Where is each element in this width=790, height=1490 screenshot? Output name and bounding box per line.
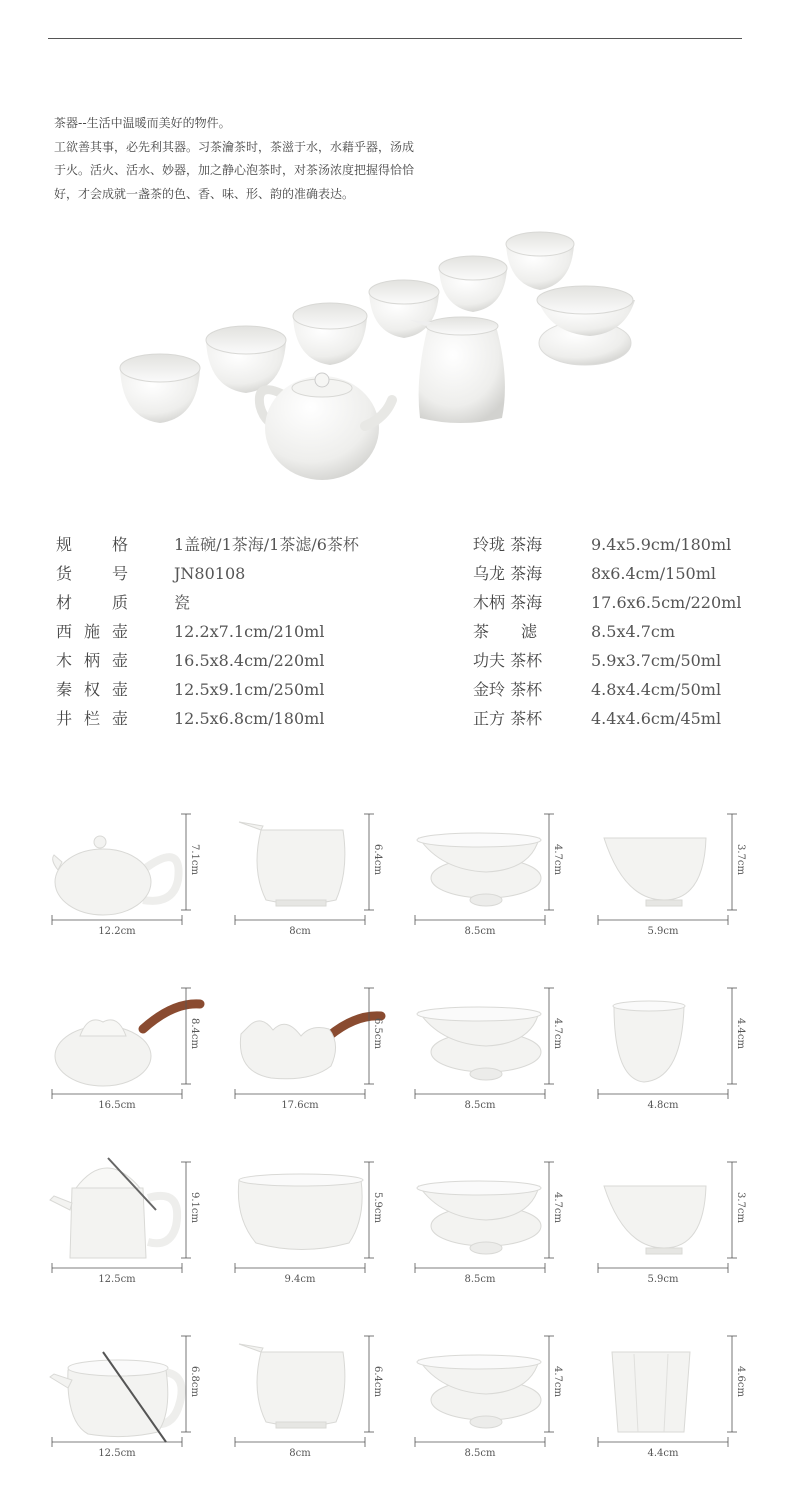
width-label: 8cm bbox=[289, 1448, 311, 1459]
spec-value: 8x6.4cm/150ml bbox=[591, 564, 716, 583]
width-label: 8cm bbox=[289, 926, 311, 937]
product-item bbox=[411, 800, 591, 945]
spec-label: 货 号 bbox=[56, 564, 128, 583]
height-label: 4.7cm bbox=[552, 1192, 563, 1223]
spec-value: 5.9x3.7cm/50ml bbox=[591, 651, 722, 670]
width-label: 12.5cm bbox=[98, 1274, 136, 1285]
spec-row bbox=[473, 535, 741, 564]
spec-value: 4.8x4.4cm/50ml bbox=[591, 680, 722, 699]
product-image-wide-pitcher bbox=[231, 1148, 411, 1293]
width-label: 8.5cm bbox=[464, 926, 496, 937]
spec-row bbox=[56, 535, 359, 564]
product-image-strainer bbox=[411, 1322, 591, 1467]
height-label: 3.7cm bbox=[735, 844, 746, 875]
spec-value: 17.6x6.5cm/220ml bbox=[591, 593, 742, 612]
height-label: 9.1cm bbox=[189, 1192, 200, 1223]
product-item bbox=[594, 974, 774, 1119]
product-item bbox=[411, 974, 591, 1119]
product-item bbox=[594, 1322, 774, 1467]
spec-label: 正方 茶杯 bbox=[473, 709, 543, 728]
spec-value: 9.4x5.9cm/180ml bbox=[591, 535, 732, 554]
product-item bbox=[411, 1148, 591, 1293]
width-label: 5.9cm bbox=[647, 926, 679, 937]
width-label: 4.8cm bbox=[647, 1100, 679, 1111]
spec-row bbox=[56, 564, 359, 593]
width-label: 5.9cm bbox=[647, 1274, 679, 1285]
spec-value: JN80108 bbox=[174, 564, 246, 583]
spec-label: 茶 滤 bbox=[473, 622, 538, 641]
product-item bbox=[48, 1148, 228, 1293]
spec-row bbox=[473, 651, 741, 680]
height-label: 5.9cm bbox=[372, 1192, 383, 1223]
product-item bbox=[231, 800, 411, 945]
cup-1 bbox=[120, 354, 200, 423]
spec-label: 乌龙 茶海 bbox=[473, 564, 543, 583]
height-label: 7.1cm bbox=[189, 844, 200, 875]
product-item bbox=[594, 1148, 774, 1293]
spec-row bbox=[473, 680, 741, 709]
spec-label: 材 质 bbox=[56, 593, 128, 612]
spec-label: 玲珑 茶海 bbox=[473, 535, 543, 554]
spec-value: 12.5x6.8cm/180ml bbox=[174, 709, 325, 728]
height-label: 8.4cm bbox=[189, 1018, 200, 1049]
spec-label: 秦权壶 bbox=[56, 680, 128, 699]
product-image-side-handle-teapot bbox=[48, 974, 228, 1119]
intro-line-2: 工欲善其事，必先利其器。习茶瀹茶时，茶滋于水，水藉乎器，汤成于火。活火、活水、妙器，加之静心泡茶时，对茶汤浓度把握得恰恰好，才会成就一盏茶的色、香、味、形、韵的准确表达。 bbox=[54, 139, 415, 201]
product-image-side-handle-pitcher bbox=[231, 974, 411, 1119]
product-item bbox=[411, 1322, 591, 1467]
spec-row bbox=[473, 622, 741, 651]
top-divider bbox=[48, 38, 742, 39]
product-image-pitcher bbox=[231, 800, 411, 945]
width-label: 16.5cm bbox=[98, 1100, 136, 1111]
spec-label: 规 格 bbox=[56, 535, 128, 554]
width-label: 12.2cm bbox=[98, 926, 136, 937]
width-label: 4.4cm bbox=[647, 1448, 679, 1459]
spec-row bbox=[473, 564, 741, 593]
intro-line-1: 茶器--生活中温暖而美好的物件。 bbox=[54, 116, 231, 130]
spec-value: 12.5x9.1cm/250ml bbox=[174, 680, 325, 699]
product-image-pitcher bbox=[231, 1322, 411, 1467]
spec-label: 木柄壶 bbox=[56, 651, 128, 670]
spec-table-left bbox=[56, 535, 359, 738]
width-label: 8.5cm bbox=[464, 1274, 496, 1285]
product-image-jinglan-teapot bbox=[48, 1322, 228, 1467]
product-image-cup-flared bbox=[594, 1148, 774, 1293]
tea-set-hero-image bbox=[110, 228, 650, 488]
width-label: 9.4cm bbox=[284, 1274, 316, 1285]
product-image-strainer bbox=[411, 974, 591, 1119]
width-label: 17.6cm bbox=[281, 1100, 319, 1111]
height-label: 6.4cm bbox=[372, 844, 383, 875]
height-label: 4.7cm bbox=[552, 1018, 563, 1049]
width-label: 8.5cm bbox=[464, 1100, 496, 1111]
product-image-cup-tall bbox=[594, 974, 774, 1119]
spec-row bbox=[56, 593, 359, 622]
spec-value: 12.2x7.1cm/210ml bbox=[174, 622, 325, 641]
spec-label: 井栏壶 bbox=[56, 709, 128, 728]
product-image-qinquan-teapot bbox=[48, 1148, 228, 1293]
spec-table-right bbox=[473, 535, 741, 738]
product-image-strainer bbox=[411, 1148, 591, 1293]
width-label: 8.5cm bbox=[464, 1448, 496, 1459]
height-label: 6.4cm bbox=[372, 1366, 383, 1397]
spec-label: 功夫 茶杯 bbox=[473, 651, 543, 670]
height-label: 3.7cm bbox=[735, 1192, 746, 1223]
spec-row bbox=[56, 680, 359, 709]
intro-text bbox=[54, 112, 414, 206]
product-image-xishi-teapot bbox=[48, 800, 228, 945]
spec-row bbox=[56, 651, 359, 680]
width-label: 12.5cm bbox=[98, 1448, 136, 1459]
product-image-strainer bbox=[411, 800, 591, 945]
product-item bbox=[594, 800, 774, 945]
spec-row bbox=[56, 622, 359, 651]
spec-value: 瓷 bbox=[174, 593, 191, 612]
spec-label: 金玲 茶杯 bbox=[473, 680, 543, 699]
height-label: 6.8cm bbox=[189, 1366, 200, 1397]
product-image-cup-flared bbox=[594, 800, 774, 945]
spec-row bbox=[473, 593, 741, 622]
spec-value: 4.4x4.6cm/45ml bbox=[591, 709, 722, 728]
product-item bbox=[48, 974, 228, 1119]
product-item bbox=[231, 974, 411, 1119]
spec-label: 西施壶 bbox=[56, 622, 128, 641]
spec-label: 木柄 茶海 bbox=[473, 593, 543, 612]
product-item bbox=[231, 1322, 411, 1467]
spec-value: 1盖碗/1茶海/1茶滤/6茶杯 bbox=[174, 535, 359, 554]
product-item bbox=[231, 1148, 411, 1293]
height-label: 6.5cm bbox=[372, 1018, 383, 1049]
spec-value: 16.5x8.4cm/220ml bbox=[174, 651, 325, 670]
product-image-cup-square bbox=[594, 1322, 774, 1467]
height-label: 4.7cm bbox=[552, 1366, 563, 1397]
product-item bbox=[48, 800, 228, 945]
height-label: 4.4cm bbox=[735, 1018, 746, 1049]
spec-row bbox=[473, 709, 741, 738]
height-label: 4.6cm bbox=[735, 1366, 746, 1397]
height-label: 4.7cm bbox=[552, 844, 563, 875]
spec-value: 8.5x4.7cm bbox=[591, 622, 676, 641]
product-item bbox=[48, 1322, 228, 1467]
spec-row bbox=[56, 709, 359, 738]
